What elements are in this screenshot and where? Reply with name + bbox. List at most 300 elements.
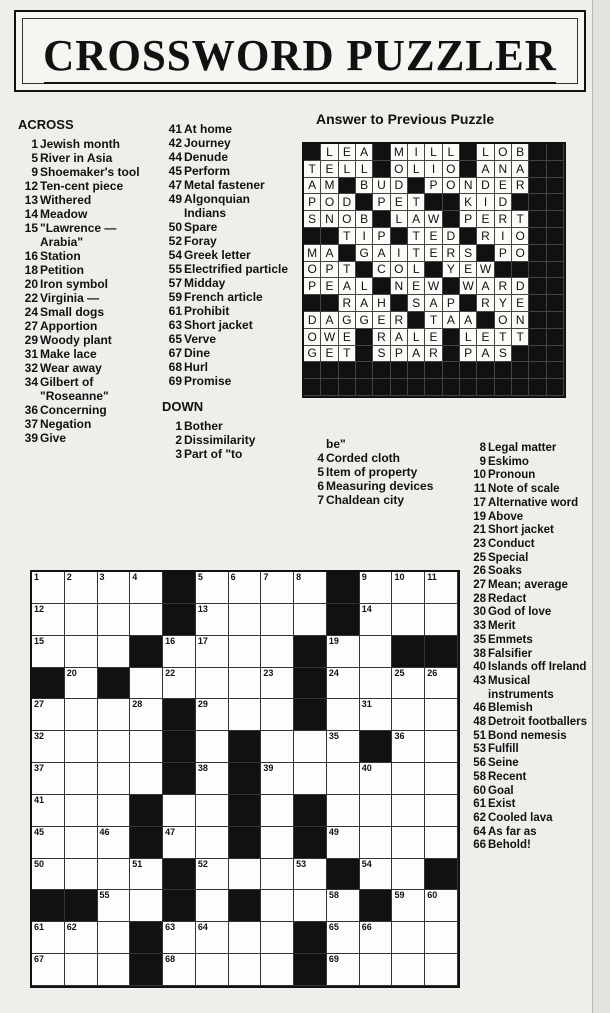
clue-text: Promise — [184, 374, 232, 388]
answer-letter-cell: B — [356, 211, 373, 228]
puzzle-cell[interactable] — [261, 827, 294, 859]
answer-black-cell — [391, 379, 408, 396]
puzzle-cell[interactable] — [294, 731, 327, 763]
clue-number: 24 — [24, 305, 38, 319]
clue-item — [466, 661, 590, 675]
puzzle-cell[interactable] — [196, 668, 229, 700]
puzzle-cell[interactable] — [130, 890, 163, 922]
answer-letter-cell: R — [339, 295, 356, 312]
puzzle-cell[interactable] — [65, 668, 98, 700]
clue-item — [304, 479, 454, 493]
puzzle-cell-number: 49 — [328, 826, 339, 837]
puzzle-cell[interactable] — [392, 763, 425, 795]
puzzle-cell[interactable] — [32, 795, 65, 827]
clue-item — [18, 137, 158, 151]
puzzle-cell[interactable] — [196, 859, 229, 891]
puzzle-cell-number: 19 — [328, 635, 339, 646]
puzzle-cell[interactable] — [425, 795, 458, 827]
puzzle-cell[interactable] — [163, 922, 196, 954]
clue-item — [18, 277, 158, 291]
puzzle-cell[interactable] — [196, 572, 229, 604]
clue-text: Iron symbol — [40, 277, 109, 291]
puzzle-cell[interactable] — [425, 699, 458, 731]
puzzle-cell[interactable] — [360, 668, 393, 700]
puzzle-cell[interactable] — [130, 699, 163, 731]
puzzle-cell[interactable] — [229, 604, 262, 636]
answer-black-cell — [547, 245, 564, 262]
puzzle-cell-number: 55 — [99, 890, 110, 901]
puzzle-cell[interactable] — [98, 604, 131, 636]
answer-letter-cell: O — [443, 178, 460, 195]
puzzle-cell[interactable] — [163, 827, 196, 859]
puzzle-cell-number: 52 — [197, 858, 208, 869]
clue-item — [466, 579, 590, 593]
answer-black-cell — [512, 346, 529, 363]
clue-number: 65 — [168, 332, 182, 346]
answer-letter-cell: O — [495, 144, 512, 161]
clue-number: 3 — [175, 447, 182, 461]
answer-black-cell — [339, 245, 356, 262]
puzzle-cell[interactable] — [261, 668, 294, 700]
puzzle-cell[interactable] — [130, 731, 163, 763]
puzzle-cell[interactable] — [261, 763, 294, 795]
clue-text: Pronoun — [488, 469, 536, 482]
clue-item — [466, 675, 590, 702]
down-clue-list-2 — [304, 437, 454, 507]
clue-item — [466, 511, 590, 525]
answer-black-cell — [443, 346, 460, 363]
clue-text: Gilbert of "Roseanne" — [40, 375, 109, 403]
clue-number: 12 — [24, 179, 38, 193]
clue-item — [304, 451, 454, 465]
puzzle-cell[interactable] — [261, 636, 294, 668]
puzzle-cell[interactable] — [196, 795, 229, 827]
puzzle-cell[interactable] — [163, 668, 196, 700]
clue-number: 7 — [317, 493, 324, 507]
clue-text: Greek letter — [184, 248, 251, 262]
puzzle-cell[interactable] — [327, 731, 360, 763]
puzzle-cell[interactable] — [425, 572, 458, 604]
puzzle-cell[interactable] — [98, 827, 131, 859]
answer-letter-cell: O — [321, 194, 338, 211]
answer-letter-cell: E — [321, 278, 338, 295]
answer-letter-cell: O — [391, 262, 408, 279]
puzzle-cell[interactable] — [65, 795, 98, 827]
puzzle-cell[interactable] — [98, 890, 131, 922]
answer-black-cell — [321, 295, 338, 312]
puzzle-cell[interactable] — [32, 763, 65, 795]
puzzle-cell[interactable] — [32, 604, 65, 636]
puzzle-cell[interactable] — [196, 763, 229, 795]
puzzle-cell-number: 8 — [296, 572, 302, 582]
puzzle-cell[interactable] — [327, 827, 360, 859]
puzzle-cell[interactable] — [425, 763, 458, 795]
puzzle-cell[interactable] — [32, 699, 65, 731]
puzzle-cell[interactable] — [294, 763, 327, 795]
answer-letter-cell: R — [495, 278, 512, 295]
clue-text: Mean; average — [488, 579, 568, 592]
puzzle-cell[interactable] — [229, 668, 262, 700]
clue-number: 21 — [473, 524, 486, 537]
puzzle-cell[interactable] — [425, 731, 458, 763]
puzzle-cell[interactable] — [294, 604, 327, 636]
page-title: CROSSWORD PUZZLER — [43, 31, 557, 80]
clue-text: Shoemaker's tool — [40, 165, 140, 179]
puzzle-cell-number: 46 — [99, 826, 110, 837]
answer-letter-cell: L — [321, 144, 338, 161]
clue-number: 28 — [473, 592, 486, 605]
puzzle-black-cell — [229, 763, 262, 795]
puzzle-cell[interactable] — [229, 859, 262, 891]
puzzle-cell[interactable] — [130, 572, 163, 604]
puzzle-cell[interactable] — [392, 604, 425, 636]
puzzle-cell[interactable] — [261, 572, 294, 604]
puzzle-cell[interactable] — [392, 890, 425, 922]
puzzle-cell[interactable] — [65, 827, 98, 859]
clue-text: Bother — [184, 419, 223, 433]
clue-item — [466, 634, 590, 648]
answer-letter-cell: W — [425, 278, 442, 295]
puzzle-cell[interactable] — [65, 731, 98, 763]
clue-item — [466, 469, 590, 483]
puzzle-cell[interactable] — [261, 795, 294, 827]
puzzle-cell[interactable] — [130, 604, 163, 636]
puzzle-cell[interactable] — [425, 604, 458, 636]
puzzle-cell[interactable] — [98, 795, 131, 827]
puzzle-cell[interactable] — [32, 636, 65, 668]
puzzle-cell[interactable] — [392, 922, 425, 954]
puzzle-cell[interactable] — [163, 795, 196, 827]
puzzle-cell-number: 4 — [132, 572, 138, 582]
clue-item — [466, 593, 590, 607]
puzzle-cell[interactable] — [360, 922, 393, 954]
answer-letter-cell: P — [373, 228, 390, 245]
answer-letter-cell: M — [321, 178, 338, 195]
clue-text: River in Asia — [40, 151, 113, 165]
puzzle-cell[interactable] — [196, 731, 229, 763]
clue-item — [466, 812, 590, 826]
puzzle-cell[interactable] — [196, 922, 229, 954]
answer-letter-cell: E — [321, 161, 338, 178]
clue-item — [162, 433, 292, 447]
answer-black-cell — [425, 262, 442, 279]
puzzle-cell[interactable] — [392, 859, 425, 891]
puzzle-black-cell — [98, 668, 131, 700]
puzzle-cell[interactable] — [294, 572, 327, 604]
answer-black-cell — [547, 312, 564, 329]
puzzle-cell[interactable] — [196, 890, 229, 922]
clue-number: 57 — [168, 276, 182, 290]
answer-letter-cell: A — [512, 161, 529, 178]
title-frame — [14, 10, 586, 92]
puzzle-cell-number: 51 — [132, 858, 143, 869]
answer-black-cell — [425, 379, 442, 396]
puzzle-cell[interactable] — [130, 668, 163, 700]
puzzle-cell[interactable] — [229, 922, 262, 954]
puzzle-cell[interactable] — [392, 954, 425, 986]
answer-letter-cell: G — [356, 312, 373, 329]
clue-number: 55 — [168, 262, 182, 276]
puzzle-cell[interactable] — [425, 922, 458, 954]
puzzle-cell-number: 6 — [230, 572, 236, 582]
clue-number: 35 — [473, 633, 486, 646]
puzzle-cell[interactable] — [98, 731, 131, 763]
puzzle-cell-number: 36 — [394, 731, 405, 742]
puzzle-cell[interactable] — [327, 668, 360, 700]
answer-letter-cell: N — [512, 312, 529, 329]
answer-letter-cell: P — [304, 194, 321, 211]
puzzle-cell[interactable] — [196, 827, 229, 859]
answer-black-cell — [321, 379, 338, 396]
puzzle-cell[interactable] — [196, 954, 229, 986]
clue-text: Chaldean city — [326, 493, 405, 507]
puzzle-cell-number: 16 — [165, 635, 176, 646]
answer-black-cell — [304, 379, 321, 396]
clue-text: Special — [488, 551, 529, 564]
clue-number: 60 — [473, 784, 486, 797]
answer-letter-cell: N — [391, 278, 408, 295]
clue-number: 26 — [473, 565, 486, 578]
clue-item — [162, 290, 292, 304]
puzzle-cell[interactable] — [261, 954, 294, 986]
clue-number: 34 — [24, 375, 38, 389]
puzzle-cell[interactable] — [327, 890, 360, 922]
puzzle-cell[interactable] — [32, 731, 65, 763]
puzzle-cell[interactable] — [261, 859, 294, 891]
clue-number: 9 — [479, 455, 486, 468]
puzzle-cell[interactable] — [229, 699, 262, 731]
puzzle-cell[interactable] — [98, 922, 131, 954]
puzzle-cell[interactable] — [229, 636, 262, 668]
clue-text: Note of scale — [488, 483, 560, 496]
puzzle-cell-number: 66 — [361, 922, 372, 933]
puzzle-cell[interactable] — [98, 763, 131, 795]
puzzle-cell-number: 40 — [361, 763, 372, 774]
clue-item — [466, 730, 590, 744]
clue-item — [162, 419, 292, 433]
puzzle-cell[interactable] — [98, 636, 131, 668]
clue-text: French article — [184, 290, 263, 304]
clue-number: 16 — [24, 249, 38, 263]
answer-black-cell — [304, 362, 321, 379]
answer-letter-cell: E — [425, 245, 442, 262]
puzzle-cell[interactable] — [32, 827, 65, 859]
puzzle-cell[interactable] — [360, 636, 393, 668]
answer-letter-cell: E — [339, 329, 356, 346]
answer-letter-cell: T — [339, 262, 356, 279]
answer-letter-cell: I — [408, 144, 425, 161]
puzzle-cell[interactable] — [392, 827, 425, 859]
puzzle-cell[interactable] — [65, 572, 98, 604]
clue-number: 68 — [168, 360, 182, 374]
clue-text: Legal matter — [488, 442, 557, 454]
across-header: ACROSS — [18, 117, 74, 132]
puzzle-cell[interactable] — [392, 699, 425, 731]
clue-text: Jewish month — [40, 137, 121, 151]
puzzle-black-cell — [229, 731, 262, 763]
answer-letter-cell: P — [321, 262, 338, 279]
answer-letter-cell: R — [443, 245, 460, 262]
answer-letter-cell: A — [443, 312, 460, 329]
puzzle-cell[interactable] — [32, 922, 65, 954]
puzzle-cell[interactable] — [98, 954, 131, 986]
clue-item — [162, 332, 292, 346]
clue-item — [18, 193, 158, 207]
answer-black-cell — [529, 144, 546, 161]
answer-black-cell — [547, 211, 564, 228]
puzzle-cell[interactable] — [130, 859, 163, 891]
puzzle-cell[interactable] — [98, 859, 131, 891]
answer-letter-cell: O — [512, 228, 529, 245]
puzzle-cell[interactable] — [196, 636, 229, 668]
answer-black-cell — [495, 262, 512, 279]
puzzle-cell[interactable] — [196, 699, 229, 731]
clue-text: Spare — [184, 220, 218, 234]
puzzle-cell[interactable] — [360, 763, 393, 795]
clue-text: Measuring devices — [326, 479, 434, 493]
answer-black-cell — [529, 262, 546, 279]
clue-text: Make lace — [40, 347, 97, 361]
answer-black-cell — [529, 178, 546, 195]
puzzle-cell[interactable] — [327, 922, 360, 954]
puzzle-cell[interactable] — [392, 668, 425, 700]
clue-number: 15 — [24, 221, 38, 235]
puzzle-cell[interactable] — [360, 795, 393, 827]
clue-text: Midday — [184, 276, 226, 290]
puzzle-cell[interactable] — [425, 827, 458, 859]
puzzle-cell[interactable] — [425, 890, 458, 922]
answer-black-cell — [547, 295, 564, 312]
puzzle-cell[interactable] — [196, 604, 229, 636]
puzzle-cell[interactable] — [327, 636, 360, 668]
answer-letter-cell: L — [391, 211, 408, 228]
across-column-2 — [162, 122, 292, 461]
answer-black-cell — [512, 379, 529, 396]
clue-item — [304, 465, 454, 479]
answer-letter-cell: Y — [495, 295, 512, 312]
puzzle-cell[interactable] — [327, 954, 360, 986]
clue-item — [18, 319, 158, 333]
puzzle-cell[interactable] — [425, 668, 458, 700]
puzzle-cell[interactable] — [360, 604, 393, 636]
clue-number: 5 — [31, 151, 38, 165]
puzzle-cell[interactable] — [360, 827, 393, 859]
clue-number: 52 — [168, 234, 182, 248]
puzzle-black-cell — [229, 890, 262, 922]
puzzle-cell[interactable] — [32, 859, 65, 891]
puzzle-cell[interactable] — [261, 922, 294, 954]
puzzle-cell[interactable] — [229, 572, 262, 604]
clue-number: 45 — [168, 164, 182, 178]
puzzle-cell[interactable] — [65, 763, 98, 795]
puzzle-cell[interactable] — [32, 954, 65, 986]
clue-number: 30 — [473, 606, 486, 619]
puzzle-cell[interactable] — [360, 859, 393, 891]
puzzle-cell[interactable] — [327, 763, 360, 795]
puzzle-black-cell — [360, 890, 393, 922]
down-clue-list-1 — [162, 419, 292, 461]
answer-black-cell — [460, 228, 477, 245]
clue-item — [18, 291, 158, 305]
puzzle-cell[interactable] — [65, 922, 98, 954]
clue-text: Give — [40, 431, 67, 445]
clue-text: Small dogs — [40, 305, 105, 319]
clue-number: 32 — [24, 361, 38, 375]
clue-item — [466, 620, 590, 634]
clue-text: Detroit footballers — [488, 716, 588, 729]
answer-letter-cell: T — [408, 228, 425, 245]
answer-black-cell — [339, 379, 356, 396]
puzzle-cell[interactable] — [163, 954, 196, 986]
puzzle-cell[interactable] — [360, 954, 393, 986]
puzzle-cell-number: 13 — [197, 603, 208, 614]
puzzle-black-cell — [163, 604, 196, 636]
clue-item — [18, 263, 158, 277]
clue-text: Woody plant — [40, 333, 112, 347]
clue-item — [18, 333, 158, 347]
clue-number: 23 — [473, 537, 486, 550]
puzzle-cell-number: 9 — [361, 572, 367, 582]
puzzle-cell[interactable] — [98, 572, 131, 604]
puzzle-cell[interactable] — [130, 763, 163, 795]
puzzle-cell[interactable] — [261, 731, 294, 763]
clue-text: Redact — [488, 592, 527, 605]
puzzle-cell[interactable] — [425, 954, 458, 986]
puzzle-cell[interactable] — [261, 604, 294, 636]
answer-letter-cell: P — [391, 346, 408, 363]
puzzle-cell[interactable] — [261, 699, 294, 731]
puzzle-cell[interactable] — [261, 890, 294, 922]
answer-letter-cell: D — [512, 278, 529, 295]
puzzle-cell[interactable] — [98, 699, 131, 731]
answer-black-cell — [547, 178, 564, 195]
puzzle-cell[interactable] — [65, 859, 98, 891]
clue-number: 10 — [473, 469, 486, 482]
puzzle-cell[interactable] — [360, 572, 393, 604]
clue-number: 66 — [473, 839, 486, 852]
answer-letter-cell: B — [512, 144, 529, 161]
puzzle-cell[interactable] — [65, 636, 98, 668]
puzzle-cell[interactable] — [327, 699, 360, 731]
puzzle-cell[interactable] — [32, 572, 65, 604]
puzzle-cell[interactable] — [392, 572, 425, 604]
puzzle-cell-number: 10 — [394, 572, 405, 582]
puzzle-cell[interactable] — [392, 731, 425, 763]
answer-letter-cell: A — [339, 278, 356, 295]
puzzle-cell[interactable] — [294, 890, 327, 922]
puzzle-cell[interactable] — [65, 604, 98, 636]
puzzle-black-cell — [32, 668, 65, 700]
puzzle-cell[interactable] — [65, 699, 98, 731]
puzzle-cell[interactable] — [65, 954, 98, 986]
puzzle-cell[interactable] — [392, 795, 425, 827]
clue-text: Journey — [184, 136, 231, 150]
puzzle-cell-number: 62 — [66, 922, 77, 933]
answer-black-cell — [512, 262, 529, 279]
clue-number: 61 — [473, 798, 486, 811]
puzzle-cell[interactable] — [360, 699, 393, 731]
answer-letter-cell: R — [477, 295, 494, 312]
puzzle-cell[interactable] — [229, 954, 262, 986]
puzzle-cell[interactable] — [327, 795, 360, 827]
clue-number: 61 — [168, 304, 182, 318]
clue-number: 31 — [24, 347, 38, 361]
puzzle-cell-number: 28 — [132, 699, 143, 710]
puzzle-cell[interactable] — [163, 636, 196, 668]
puzzle-cell[interactable] — [294, 859, 327, 891]
clue-item — [162, 360, 292, 374]
puzzle-cell-number: 32 — [34, 731, 45, 742]
